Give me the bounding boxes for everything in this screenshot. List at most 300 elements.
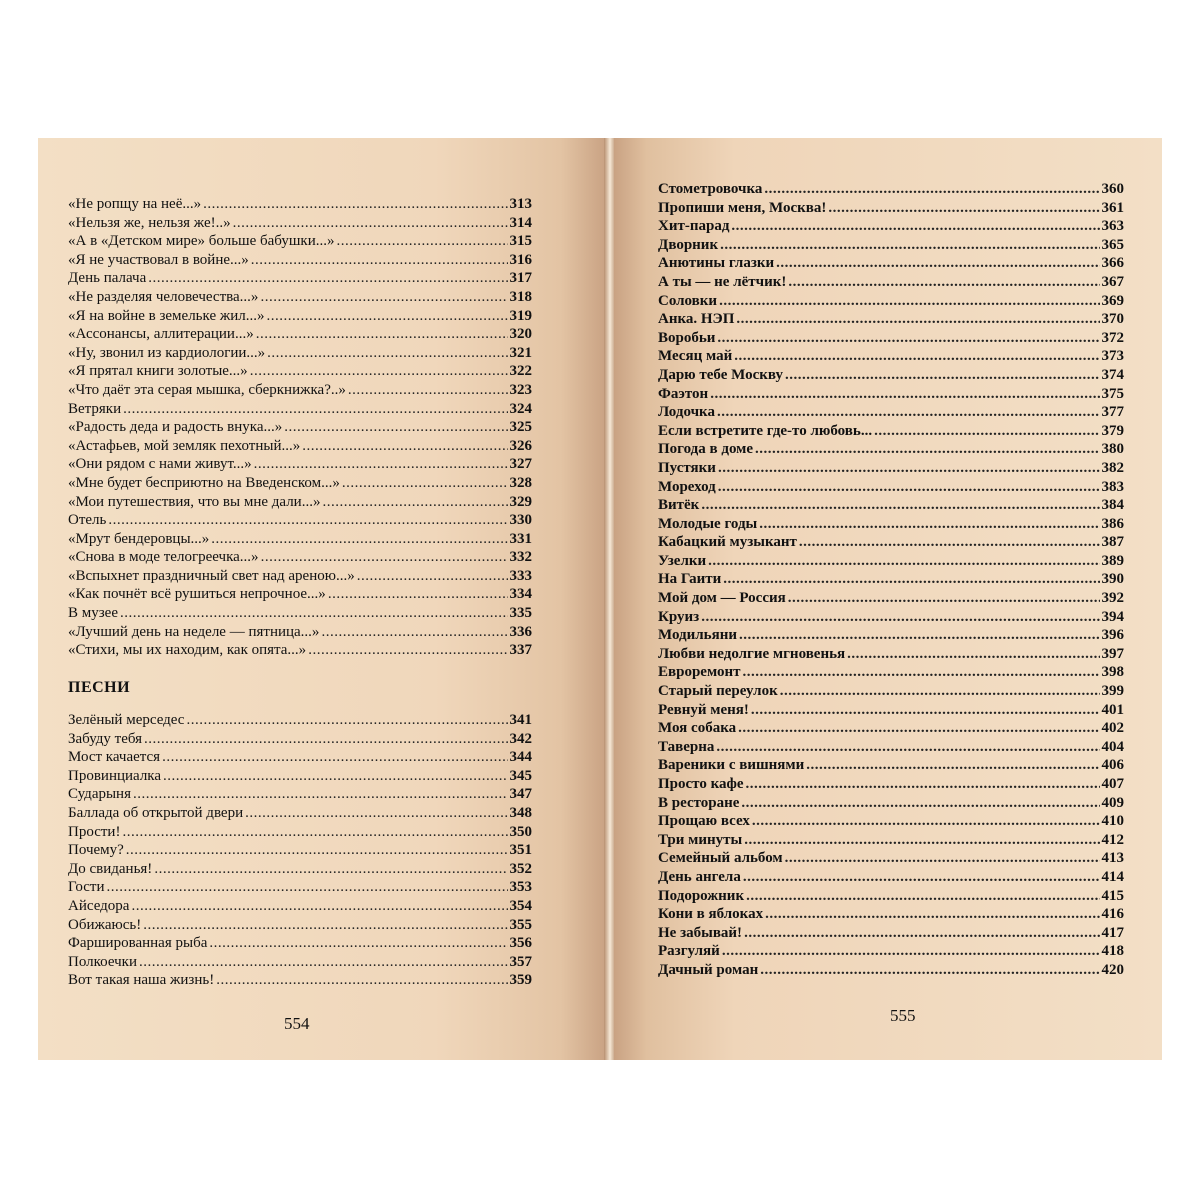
- toc-entry-page-number: 356: [509, 935, 532, 952]
- toc-entry: [68, 251, 532, 270]
- toc-entry-leader-dots: [739, 626, 1099, 645]
- toc-entry-page-number: 344: [509, 749, 532, 766]
- toc-entry: [658, 887, 1124, 906]
- toc-entry-page-number: 387: [1101, 534, 1124, 551]
- toc-entry: [658, 756, 1124, 775]
- toc-poems-list: [68, 195, 532, 660]
- toc-entry-title: Мореход: [658, 478, 716, 495]
- toc-entry-leader-dots: [322, 493, 507, 512]
- toc-entry-leader-dots: [847, 645, 1099, 664]
- toc-entry-page-number: 375: [1101, 385, 1124, 402]
- toc-entry-leader-dots: [759, 515, 1099, 534]
- toc-entry: [68, 971, 532, 990]
- toc-entry-title: «Лучший день на неделе — пятница...»: [68, 623, 320, 640]
- toc-entry-leader-dots: [764, 180, 1099, 199]
- toc-entry: [68, 953, 532, 972]
- toc-entry-title: Фаэтон: [658, 385, 709, 402]
- toc-entry-title: Баллада об открытой двери: [68, 804, 244, 821]
- toc-entry: [68, 325, 532, 344]
- toc-entry-leader-dots: [254, 455, 508, 474]
- toc-entry-leader-dots: [106, 878, 507, 897]
- toc-entry-title: Прости!: [68, 823, 121, 840]
- toc-entry-page-number: 396: [1101, 627, 1124, 644]
- toc-entry-leader-dots: [267, 344, 507, 363]
- toc-entry-leader-dots: [718, 478, 1100, 497]
- toc-entry-page-number: 398: [1101, 664, 1124, 681]
- toc-entry: [68, 897, 532, 916]
- toc-entry-title: В ресторане: [658, 794, 740, 811]
- toc-entry-title: Гости: [68, 879, 105, 896]
- toc-entry: [68, 307, 532, 326]
- toc-entry-leader-dots: [139, 953, 508, 972]
- toc-entry-title: На Гаити: [658, 571, 722, 588]
- toc-entry-page-number: 325: [509, 419, 532, 436]
- toc-entry-page-number: 328: [509, 474, 532, 491]
- toc-entry-leader-dots: [785, 366, 1100, 385]
- toc-entry-page-number: 317: [509, 270, 532, 287]
- toc-entry-page-number: 415: [1101, 887, 1124, 904]
- toc-entry-title: Анютины глазки: [658, 255, 775, 272]
- toc-entry-page-number: 324: [509, 400, 532, 417]
- toc-entry-title: Круиз: [658, 608, 700, 625]
- toc-entry-leader-dots: [348, 381, 508, 400]
- toc-entry: [68, 711, 532, 730]
- toc-entry-title: Не забывай!: [658, 924, 743, 941]
- toc-entry-title: «Снова в моде телогреечка...»: [68, 549, 259, 566]
- toc-entry-title: Дарю тебе Москву: [658, 366, 783, 383]
- toc-entry-leader-dots: [719, 292, 1099, 311]
- toc-entry-leader-dots: [828, 199, 1099, 218]
- toc-entry-title: Месяц май: [658, 348, 733, 365]
- toc-entry-title: Дачный роман: [658, 961, 759, 978]
- toc-entry: [658, 217, 1124, 236]
- toc-entry: [658, 775, 1124, 794]
- toc-entry: [68, 455, 532, 474]
- toc-entry-leader-dots: [308, 641, 507, 660]
- toc-entry-title: «Ассонансы, аллитерации...»: [68, 326, 254, 343]
- toc-entry-title: «А в «Детском мире» больше бабушки...»: [68, 233, 335, 250]
- toc-entry: [68, 841, 532, 860]
- toc-entry: [658, 440, 1124, 459]
- toc-entry: [68, 418, 532, 437]
- toc-entry-leader-dots: [744, 831, 1099, 850]
- toc-entry-title: День ангела: [658, 868, 741, 885]
- toc-entry: [68, 730, 532, 749]
- toc-entry-title: Модильяни: [658, 627, 738, 644]
- toc-entry-page-number: 327: [509, 456, 532, 473]
- toc-entry-title: Фаршированная рыба: [68, 935, 208, 952]
- toc-entry-leader-dots: [148, 269, 507, 288]
- toc-entry: [658, 310, 1124, 329]
- toc-entry: [658, 812, 1124, 831]
- toc-entry-page-number: 418: [1101, 943, 1124, 960]
- toc-entry-title: Узелки: [658, 552, 707, 569]
- toc-entry: [68, 785, 532, 804]
- toc-entry-page-number: 352: [509, 860, 532, 877]
- toc-entry-title: Пропиши меня, Москва!: [658, 199, 827, 216]
- toc-entry: [658, 570, 1124, 589]
- toc-entry-page-number: 402: [1101, 720, 1124, 737]
- toc-entry-page-number: 334: [509, 586, 532, 603]
- toc-entry-leader-dots: [746, 775, 1100, 794]
- toc-entry: [68, 288, 532, 307]
- toc-entry: [68, 381, 532, 400]
- toc-entry: [68, 860, 532, 879]
- toc-entry-page-number: 386: [1101, 515, 1124, 532]
- toc-entry-title: Стометровочка: [658, 181, 763, 197]
- toc-entry: [658, 273, 1124, 292]
- toc-entry-leader-dots: [710, 385, 1099, 404]
- toc-entry-leader-dots: [203, 195, 507, 214]
- toc-entry-title: Забуду тебя: [68, 730, 143, 747]
- toc-entry: [658, 552, 1124, 571]
- toc-entry: [658, 347, 1124, 366]
- toc-entry: [658, 961, 1124, 980]
- toc-entry-leader-dots: [133, 785, 508, 804]
- toc-entry-title: «Стихи, мы их находим, как опята...»: [68, 642, 307, 659]
- toc-entry-leader-dots: [701, 496, 1099, 515]
- toc-entry-title: Евроремонт: [658, 664, 741, 681]
- toc-entry-leader-dots: [723, 570, 1099, 589]
- toc-entry: [658, 459, 1124, 478]
- toc-entry-leader-dots: [788, 589, 1100, 608]
- toc-entry-title: Старый переулок: [658, 683, 778, 700]
- toc-entry-page-number: 335: [509, 605, 532, 622]
- toc-entry-page-number: 323: [509, 381, 532, 398]
- toc-entry: [658, 254, 1124, 273]
- toc-entry-leader-dots: [209, 934, 507, 953]
- toc-entry-page-number: 389: [1101, 552, 1124, 569]
- toc-entry-page-number: 321: [509, 344, 532, 361]
- toc-entry-leader-dots: [163, 767, 507, 786]
- toc-entry: [658, 329, 1124, 348]
- toc-entry-page-number: 361: [1101, 199, 1124, 216]
- toc-entry-page-number: 401: [1101, 701, 1124, 718]
- toc-entry-page-number: 360: [1101, 181, 1124, 197]
- toc-songs-list: [68, 711, 532, 990]
- toc-entry-page-number: 347: [509, 786, 532, 803]
- toc-entry-leader-dots: [120, 604, 508, 623]
- toc-entry-title: Пустяки: [658, 459, 716, 476]
- toc-entry-leader-dots: [328, 585, 508, 604]
- toc-entry-title: Провинциалка: [68, 767, 162, 784]
- toc-entry-leader-dots: [701, 608, 1099, 627]
- toc-entry-title: Ревнуй меня!: [658, 701, 749, 718]
- toc-entry-page-number: 370: [1101, 311, 1124, 328]
- toc-entry: [658, 292, 1124, 311]
- toc-entry: [658, 701, 1124, 720]
- toc-entry-leader-dots: [717, 403, 1100, 422]
- toc-entry-leader-dots: [233, 214, 508, 233]
- toc-entry-leader-dots: [738, 719, 1099, 738]
- toc-entry-leader-dots: [743, 868, 1100, 887]
- toc-entry: [658, 682, 1124, 701]
- toc-entry: [658, 496, 1124, 515]
- toc-entry-page-number: 332: [509, 549, 532, 566]
- toc-entry-page-number: 322: [509, 363, 532, 380]
- toc-entry-title: Любви недолгие мгновенья: [658, 645, 846, 662]
- toc-entry: [68, 511, 532, 530]
- toc-entry-title: Полкоечки: [68, 953, 137, 970]
- toc-entry-leader-dots: [342, 474, 508, 493]
- toc-entry-page-number: 397: [1101, 645, 1124, 662]
- toc-entry-page-number: 315: [509, 233, 532, 250]
- toc-entry-leader-dots: [126, 841, 508, 860]
- toc-entry-page-number: 416: [1101, 906, 1124, 923]
- toc-entry: [658, 608, 1124, 627]
- toc-entry-page-number: 333: [509, 567, 532, 584]
- toc-entry-title: Зелёный мерседес: [68, 712, 185, 728]
- toc-entry-page-number: 354: [509, 897, 532, 914]
- toc-entry-title: Если встретите где-то любовь...: [658, 422, 873, 439]
- toc-entry-title: «Что даёт эта серая мышка, сберкнижка?..»: [68, 381, 346, 398]
- toc-entry-leader-dots: [744, 924, 1099, 943]
- toc-entry-title: «Мои путешествия, что вы мне дали...»: [68, 493, 321, 510]
- toc-entry-title: Разгуляй: [658, 943, 720, 960]
- toc-entry: [658, 645, 1124, 664]
- toc-entry: [658, 403, 1124, 422]
- toc-entry-leader-dots: [716, 738, 1099, 757]
- toc-entry-title: Отель: [68, 512, 107, 529]
- toc-entry: [68, 623, 532, 642]
- toc-entry: [68, 344, 532, 363]
- toc-entry-leader-dots: [799, 533, 1100, 552]
- toc-entry-page-number: 369: [1101, 292, 1124, 309]
- toc-entry-title: Прощаю всех: [658, 813, 750, 830]
- toc-entry-leader-dots: [780, 682, 1100, 701]
- toc-entry-leader-dots: [742, 663, 1099, 682]
- toc-entry: [658, 794, 1124, 813]
- toc-entry-leader-dots: [736, 310, 1099, 329]
- toc-entry-page-number: 345: [509, 767, 532, 784]
- toc-entry-page-number: 351: [509, 842, 532, 859]
- toc-entry-title: «Я не участвовал в войне...»: [68, 251, 249, 268]
- toc-entry-leader-dots: [251, 251, 508, 270]
- toc-entry-leader-dots: [256, 325, 508, 344]
- toc-entry-page-number: 413: [1101, 850, 1124, 867]
- left-page: [38, 138, 606, 1060]
- toc-entry: [68, 567, 532, 586]
- toc-entry-title: До свиданья!: [68, 860, 153, 877]
- toc-entry-page-number: 357: [509, 953, 532, 970]
- toc-entry-page-number: 374: [1101, 366, 1124, 383]
- toc-entry: [658, 719, 1124, 738]
- toc-entry-page-number: 359: [509, 972, 532, 989]
- toc-entry-title: Хит-парад: [658, 218, 730, 235]
- toc-entry-page-number: 336: [509, 623, 532, 640]
- toc-entry-page-number: 382: [1101, 459, 1124, 476]
- toc-entry-page-number: 329: [509, 493, 532, 510]
- toc-entry-leader-dots: [717, 329, 1099, 348]
- toc-entry: [68, 362, 532, 381]
- toc-entry: [68, 232, 532, 251]
- toc-entry-title: Соловки: [658, 292, 718, 309]
- toc-entry-page-number: 417: [1101, 924, 1124, 941]
- toc-entry-title: «Мне будет бесприютно на Введенском...»: [68, 474, 340, 491]
- toc-entry-title: Айседора: [68, 897, 130, 914]
- toc-entry-leader-dots: [216, 971, 507, 990]
- toc-entry-title: «Не ропщу на неё...»: [68, 196, 202, 212]
- toc-entry: [68, 878, 532, 897]
- toc-entry-title: Три минуты: [658, 831, 743, 848]
- toc-entry: [658, 663, 1124, 682]
- toc-entry: [68, 214, 532, 233]
- toc-entry-title: Воробьи: [658, 329, 716, 346]
- toc-entry: [658, 905, 1124, 924]
- toc-entry-title: Вареники с вишнями: [658, 757, 805, 774]
- toc-entry-page-number: 337: [509, 642, 532, 659]
- toc-entry-page-number: 350: [509, 823, 532, 840]
- toc-entry-leader-dots: [357, 567, 508, 586]
- toc-entry-title: Моя собака: [658, 720, 737, 737]
- toc-entry: [68, 493, 532, 512]
- toc-entry: [68, 585, 532, 604]
- toc-entry-page-number: 409: [1101, 794, 1124, 811]
- toc-entry-title: Вот такая наша жизнь!: [68, 972, 215, 989]
- right-page: [614, 138, 1162, 1060]
- toc-entry: [658, 422, 1124, 441]
- toc-entry: [658, 924, 1124, 943]
- toc-entry-leader-dots: [776, 254, 1099, 273]
- toc-entry-page-number: 331: [509, 530, 532, 547]
- toc-entry-leader-dots: [751, 701, 1100, 720]
- toc-entry: [68, 474, 532, 493]
- toc-entry-page-number: 420: [1101, 961, 1124, 978]
- toc-entry-title: «Я прятал книги золотые...»: [68, 363, 248, 380]
- toc-entry: [68, 530, 532, 549]
- toc-entry-page-number: 392: [1101, 590, 1124, 607]
- toc-entry-title: Таверна: [658, 738, 715, 755]
- toc-entry-title: Молодые годы: [658, 515, 758, 532]
- toc-entry: [658, 366, 1124, 385]
- toc-entry: [658, 868, 1124, 887]
- toc-entry-title: «Как почнёт всё рушиться непрочное...»: [68, 586, 326, 603]
- toc-entry-leader-dots: [266, 307, 507, 326]
- toc-entry: [68, 804, 532, 823]
- toc-entry-page-number: 390: [1101, 571, 1124, 588]
- toc-entry-leader-dots: [131, 897, 507, 916]
- toc-entry-leader-dots: [162, 748, 507, 767]
- toc-entry-title: «Не разделяя человечества...»: [68, 288, 259, 305]
- toc-entry-leader-dots: [718, 459, 1100, 478]
- toc-entry-page-number: 414: [1101, 868, 1124, 885]
- toc-entry-leader-dots: [108, 511, 507, 530]
- toc-entry-leader-dots: [250, 362, 508, 381]
- toc-entry-title: Погода в доме: [658, 441, 754, 458]
- toc-entry-title: «Я на войне в земельке жил...»: [68, 307, 265, 324]
- toc-entry-title: Дворник: [658, 236, 719, 253]
- toc-entry: [68, 916, 532, 935]
- toc-entry-page-number: 394: [1101, 608, 1124, 625]
- toc-entry-leader-dots: [708, 552, 1099, 571]
- toc-entry-leader-dots: [123, 400, 507, 419]
- open-book-spread: [38, 138, 1162, 1060]
- toc-entry-title: Обижаюсь!: [68, 916, 142, 933]
- toc-entry-page-number: 365: [1101, 236, 1124, 253]
- toc-entry-leader-dots: [785, 849, 1100, 868]
- toc-entry-leader-dots: [154, 860, 507, 879]
- toc-entry-page-number: 373: [1101, 348, 1124, 365]
- toc-entry-title: Мост качается: [68, 749, 161, 766]
- toc-entry: [68, 548, 532, 567]
- toc-entry-page-number: 367: [1101, 273, 1124, 290]
- toc-entry-page-number: 319: [509, 307, 532, 324]
- toc-entry-page-number: 380: [1101, 441, 1124, 458]
- toc-entry: [68, 269, 532, 288]
- toc-entry-title: «Ну, звонил из кардиологии...»: [68, 344, 266, 361]
- toc-entry: [68, 934, 532, 953]
- toc-entry-leader-dots: [760, 961, 1099, 980]
- toc-entry-page-number: 353: [509, 879, 532, 896]
- right-page-number: 555: [890, 1006, 916, 1025]
- toc-entry: [68, 604, 532, 623]
- toc-entry-page-number: 326: [509, 437, 532, 454]
- toc-entry-page-number: 384: [1101, 497, 1124, 514]
- toc-entry-page-number: 330: [509, 512, 532, 529]
- toc-entry-page-number: 407: [1101, 776, 1124, 792]
- toc-entry-leader-dots: [734, 347, 1099, 366]
- toc-entry-page-number: 379: [1101, 422, 1124, 439]
- toc-entry-page-number: 410: [1101, 813, 1124, 830]
- toc-entry-title: «Вспыхнет праздничный свет над ареною...»: [68, 567, 355, 584]
- toc-entry-leader-dots: [788, 273, 1099, 292]
- toc-entry-leader-dots: [284, 418, 507, 437]
- toc-entry-leader-dots: [336, 232, 507, 251]
- toc-entry-title: В музее: [68, 605, 118, 622]
- toc-entry-leader-dots: [731, 217, 1099, 236]
- toc-entry: [658, 533, 1124, 552]
- toc-entry-page-number: 372: [1101, 329, 1124, 346]
- toc-entry-leader-dots: [143, 916, 507, 935]
- toc-entry: [658, 831, 1124, 850]
- toc-entry: [658, 199, 1124, 218]
- toc-entry-leader-dots: [144, 730, 507, 749]
- toc-entry-page-number: 399: [1101, 683, 1124, 700]
- toc-entry-page-number: 320: [509, 326, 532, 343]
- toc-entry-title: «Радость деда и радость внука...»: [68, 419, 283, 436]
- toc-entry-leader-dots: [874, 422, 1099, 441]
- toc-entry: [658, 180, 1124, 199]
- toc-entry: [658, 236, 1124, 255]
- toc-entry-leader-dots: [741, 794, 1099, 813]
- toc-entry: [68, 437, 532, 456]
- toc-entry-page-number: 318: [509, 288, 532, 305]
- toc-entry-title: Почему?: [68, 842, 124, 859]
- toc-entry-leader-dots: [261, 548, 508, 567]
- toc-entry-leader-dots: [806, 756, 1099, 775]
- toc-entry-title: Просто кафе: [658, 776, 744, 792]
- toc-entry-leader-dots: [765, 905, 1099, 924]
- toc-entry-title: «Они рядом с нами живут...»: [68, 456, 252, 473]
- toc-entry: [68, 767, 532, 786]
- toc-entry-leader-dots: [186, 711, 507, 730]
- toc-entry-page-number: 406: [1101, 757, 1124, 774]
- toc-entry-title: Мой дом — Россия: [658, 590, 786, 607]
- toc-entry-leader-dots: [122, 823, 507, 842]
- toc-entry: [68, 823, 532, 842]
- toc-entry-title: Кабацкий музыкант: [658, 534, 797, 551]
- toc-entry-leader-dots: [746, 887, 1099, 906]
- toc-entry: [658, 626, 1124, 645]
- toc-entry-title: Кони в яблоках: [658, 906, 764, 923]
- toc-entry-title: А ты — не лётчик!: [658, 273, 787, 290]
- toc-entry-title: Ветряки: [68, 400, 122, 417]
- toc-entry-page-number: 341: [509, 712, 532, 728]
- toc-entry: [68, 641, 532, 660]
- toc-entry-leader-dots: [752, 812, 1100, 831]
- toc-entry: [658, 849, 1124, 868]
- toc-entry-page-number: 355: [509, 916, 532, 933]
